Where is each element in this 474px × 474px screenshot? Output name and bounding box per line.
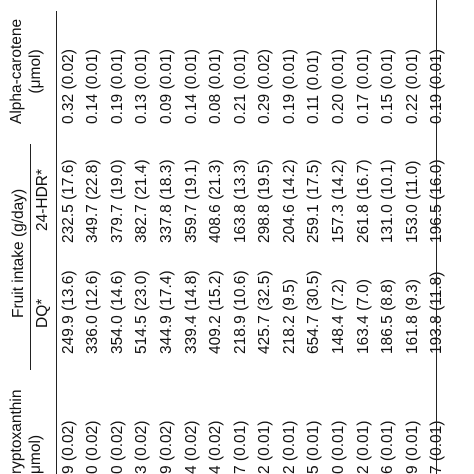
column-header-alpha-carotene [0,11,56,144]
alpha-carotene-cell: 0.20 (0.01) [330,49,348,124]
alpha-carotene-cell: 0.09 (0.01) [157,49,175,124]
alpha-carotene-label: Alpha-carotene [8,18,25,124]
dq-cell: 218.2 (9.5) [280,279,298,354]
24hdr-cell: 232.5 (17.6) [59,159,77,243]
alpha-carotene-cell: 0.19 (0.01) [428,49,446,124]
dq-cell: 354.0 (14.6) [108,270,126,354]
24hdr-cell: 163.8 (13.3) [231,159,249,243]
column-header-24hdr: 24-HDR* [34,168,52,231]
alpha-carotene-unit: (μmol) [26,49,44,94]
cryptoxanthin-cell: 9 (0.02) [157,420,175,474]
table-row [179,11,204,474]
table-row [327,11,352,474]
group-header-row [0,11,30,474]
table-row [425,11,450,474]
dq-cell: 336.0 (12.6) [84,270,102,354]
24hdr-cell: 382.7 (21.4) [133,159,151,243]
dq-cell: 425.7 (32.5) [256,270,274,354]
table-row [228,11,253,474]
alpha-carotene-cell: 0.17 (0.01) [354,49,372,124]
24hdr-cell: 379.7 (19.0) [108,159,126,243]
table-row [105,11,130,474]
dq-cell: 654.7 (30.5) [305,270,323,354]
dq-cell: 514.5 (23.0) [133,270,151,354]
24hdr-cell: 408.6 (21.3) [207,159,225,243]
table-row [376,11,401,474]
24hdr-cell: 157.3 (14.2) [330,159,348,243]
dq-cell: 344.9 (17.4) [157,270,175,354]
alpha-carotene-cell: 0.19 (0.01) [108,49,126,124]
cryptoxanthin-cell: 4 (0.02) [182,420,200,474]
alpha-carotene-cell: 0.29 (0.02) [256,49,274,124]
cryptoxanthin-cell: 4 (0.02) [207,420,225,474]
alpha-carotene-cell: 0.11 (0.01) [305,50,323,124]
cryptoxanthin-cell: 5 (0.01) [305,420,323,474]
table-bottom-rule [436,0,437,474]
alpha-carotene-cell: 0.19 (0.01) [280,49,298,124]
table-row [56,11,81,474]
cryptoxanthin-cell: 7 (0.01) [231,420,249,474]
cryptoxanthin-cell: 9 (0.02) [59,420,77,474]
table-row [204,11,229,474]
column-header-cryptoxanthin [0,370,56,474]
alpha-carotene-cell: 0.32 (0.02) [59,49,77,124]
dq-cell: 163.4 (7.0) [354,279,372,354]
cryptoxanthin-cell: 7 (0.01) [428,420,446,474]
table-row [351,11,376,474]
fruit-intake-group-header: Fruit intake (g/day) [0,144,30,370]
nutrient-table [0,11,450,474]
column-header-dq: DQ* [34,298,52,328]
cryptoxanthin-cell: 3 (0.02) [133,420,151,474]
dq-cell: 193.8 (11.8) [428,271,446,354]
dq-cell: 339.4 (14.8) [182,270,200,354]
24hdr-cell: 196.5 (16.0) [428,159,446,243]
cryptoxanthin-cell: 0 (0.02) [84,420,102,474]
24hdr-cell: 359.7 (19.1) [182,159,200,243]
table-row [81,11,106,474]
table-row [302,11,327,474]
cryptoxanthin-cell: 2 (0.01) [354,420,372,474]
cryptoxanthin-label: ryptoxanthin [8,389,25,474]
alpha-carotene-cell: 0.14 (0.01) [182,49,200,124]
alpha-carotene-cell: 0.22 (0.01) [403,49,421,124]
cryptoxanthin-cell: 6 (0.01) [379,420,397,474]
dq-cell: 249.9 (13.6) [59,270,77,354]
cryptoxanthin-unit: μmol) [26,434,44,474]
alpha-carotene-cell: 0.13 (0.01) [133,49,151,124]
alpha-carotene-cell: 0.21 (0.01) [231,49,249,124]
cryptoxanthin-cell: 2 (0.01) [280,420,298,474]
table-body [56,11,450,474]
24hdr-cell: 131.0 (10.1) [379,159,397,243]
cryptoxanthin-cell: 0 (0.02) [108,420,126,474]
cryptoxanthin-cell: 2 (0.01) [256,420,274,474]
24hdr-cell: 153.0 (11.0) [403,160,421,243]
alpha-carotene-cell: 0.08 (0.01) [207,49,225,124]
table-row [154,11,179,474]
dq-cell: 409.2 (15.2) [207,270,225,354]
dq-cell: 148.4 (7.2) [330,279,348,354]
table-row [277,11,302,474]
alpha-carotene-cell: 0.14 (0.01) [84,49,102,124]
24hdr-cell: 298.8 (19.5) [256,159,274,243]
24hdr-cell: 204.6 (14.2) [280,159,298,243]
table-row [253,11,278,474]
dq-cell: 161.8 (9.3) [403,279,421,354]
cryptoxanthin-cell: 0 (0.01) [330,420,348,474]
dq-cell: 186.5 (8.8) [379,279,397,354]
24hdr-cell: 261.8 (16.7) [354,159,372,243]
24hdr-cell: 259.1 (17.5) [305,159,323,243]
24hdr-cell: 349.7 (22.8) [84,159,102,243]
dq-cell: 218.9 (10.6) [231,270,249,354]
table-row [400,11,425,474]
cryptoxanthin-cell: 9 (0.01) [403,420,421,474]
alpha-carotene-cell: 0.15 (0.01) [379,49,397,124]
24hdr-cell: 337.8 (18.3) [157,159,175,243]
table-row [130,11,155,474]
